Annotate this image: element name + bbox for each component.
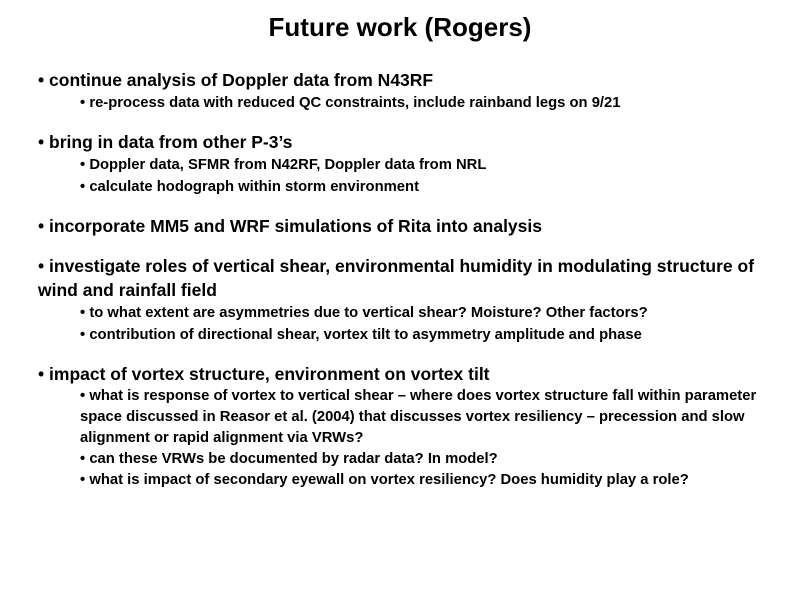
bullet-item (38, 130, 788, 154)
bullet-icon: • (80, 305, 86, 321)
bullet-icon: • (80, 95, 86, 111)
sub-bullet-text: contribution of directional shear, vortex tilt to asymmetry amplitude and phase (89, 327, 642, 343)
bullet-icon: • (38, 70, 45, 90)
bullet-icon: • (80, 327, 86, 343)
sub-bullet-item (80, 92, 788, 114)
sub-bullet-text: what is response of vortex to vertical shear – where does vortex structure fall within parameter space discussed in Reasor et al. (2004) that discusses vortex resiliency – precession and slow alignment or rapid alignment via VRWs? (80, 388, 757, 446)
bullet-icon: • (38, 216, 45, 236)
bullet-text: investigate roles of vertical shear, environmental humidity in modulating structure of wind and rainfall field (38, 256, 755, 300)
bullet-item (38, 214, 788, 238)
sub-bullet-item (80, 154, 788, 176)
bullet-text: bring in data from other P-3’s (49, 132, 293, 152)
sub-bullet-item (80, 176, 788, 198)
sub-bullet-text: to what extent are asymmetries due to vertical shear? Moisture? Other factors? (89, 305, 648, 321)
bullet-item (38, 68, 788, 92)
bullet-text: incorporate MM5 and WRF simulations of Rita into analysis (49, 216, 542, 236)
sub-bullet-text: Doppler data, SFMR from N42RF, Doppler data from NRL (89, 157, 487, 173)
section-2 (38, 130, 788, 198)
bullet-text: continue analysis of Doppler data from N43RF (49, 70, 434, 90)
sub-bullet-text: can these VRWs be documented by radar data? In model? (89, 451, 498, 467)
bullet-item (38, 254, 788, 302)
bullet-icon: • (80, 472, 86, 488)
bullet-icon: • (38, 132, 45, 152)
sub-bullet-text: re-process data with reduced QC constraints, include rainband legs on 9/21 (89, 95, 621, 111)
bullet-list (38, 68, 788, 507)
sub-bullet-item (80, 386, 788, 449)
section-5 (38, 362, 788, 491)
sub-bullet-text: what is impact of secondary eyewall on vortex resiliency? Does humidity play a role? (89, 472, 689, 488)
bullet-icon: • (38, 364, 45, 384)
sub-bullet-item (80, 324, 788, 346)
section-1 (38, 68, 788, 114)
slide-title: Future work (Rogers) (268, 12, 532, 42)
sub-bullet-item (80, 302, 788, 324)
sub-bullet-item (80, 449, 788, 470)
bullet-item (38, 362, 788, 386)
bullet-icon: • (38, 256, 45, 276)
bullet-icon: • (80, 179, 86, 195)
bullet-icon: • (80, 388, 86, 404)
bullet-text: impact of vortex structure, environment on vortex tilt (49, 364, 490, 384)
sub-bullet-text: calculate hodograph within storm environment (89, 179, 419, 195)
section-3 (38, 214, 788, 238)
sub-bullet-item (80, 470, 788, 491)
section-4 (38, 254, 788, 346)
bullet-icon: • (80, 157, 86, 173)
bullet-icon: • (80, 451, 86, 467)
